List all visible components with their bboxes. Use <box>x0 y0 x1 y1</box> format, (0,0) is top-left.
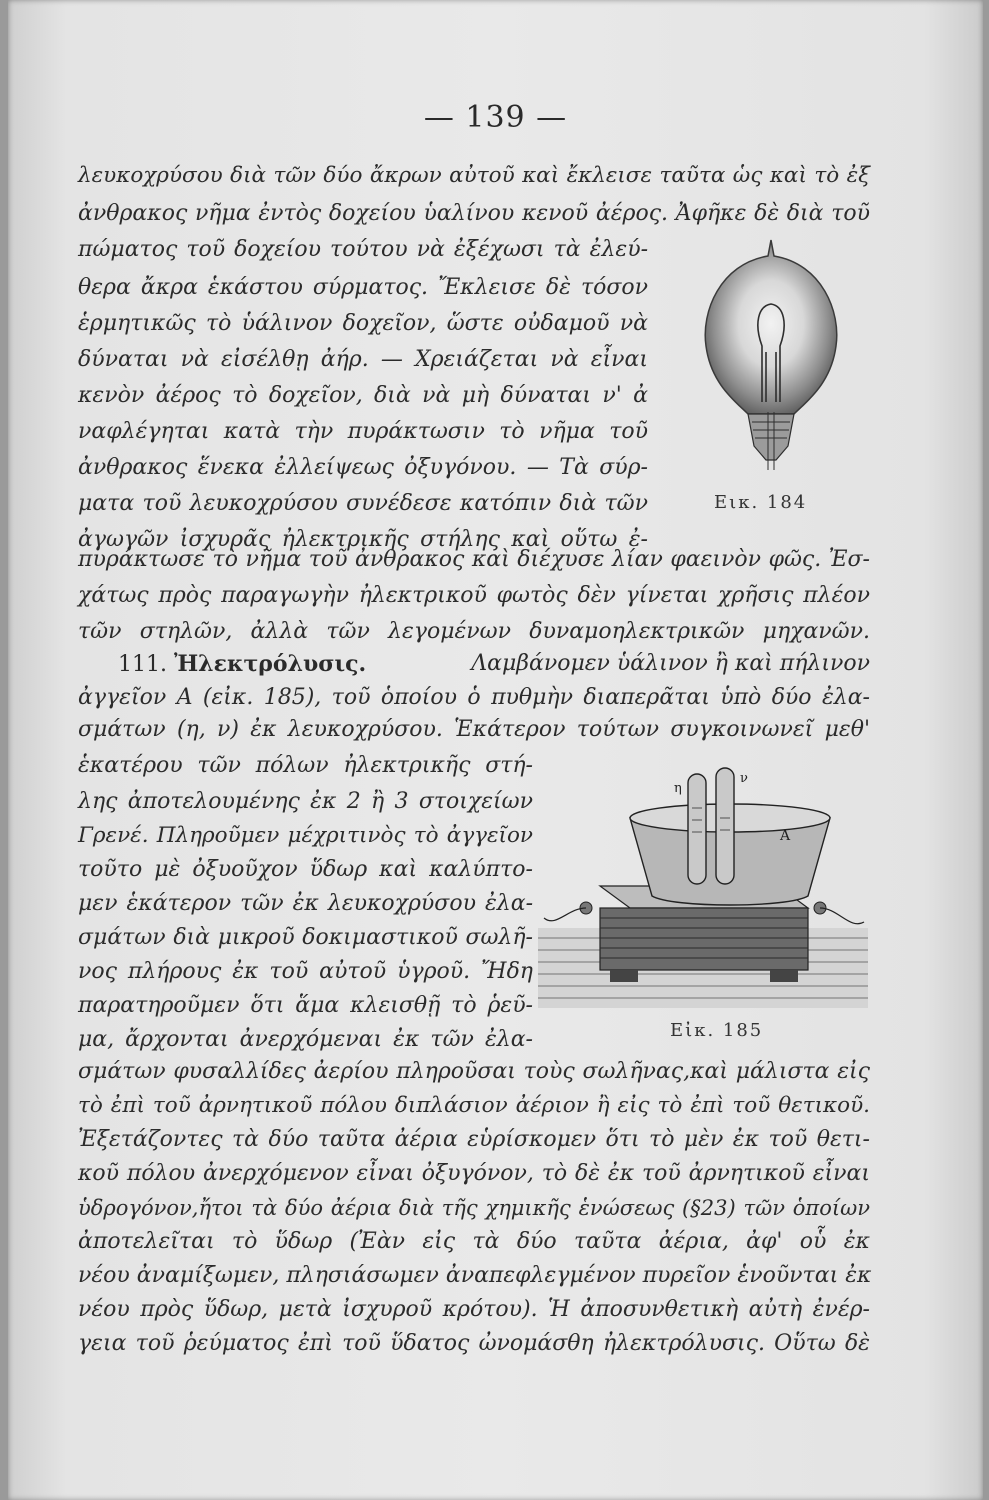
fig185-label-eta: η <box>674 781 682 796</box>
text-line: σμάτων φυσαλλίδες ἀερίου πληροῦσαι τοὺς σωλῆνας,καὶ μάλιστα εἰς <box>78 1059 870 1084</box>
fig185-label-nu: ν <box>740 771 748 786</box>
text-line: λευκοχρύσου διὰ τῶν δύο ἄκρων αὐτοῦ καὶ ἔκλεισε ταῦτα ὡς καὶ τὸ ἐξ <box>78 163 870 188</box>
text-line: ἀνθρακος ἕνεκα ἐλλείψεως ὀξυγόνου. — Τὰ σύρ- <box>78 455 648 480</box>
text-line: ἀγγεῖον Α (εἰκ. 185), τοῦ ὁποίου ὁ πυθμὴν διαπερᾶται ὑπὸ δύο ἐλα- <box>78 685 870 710</box>
text-line: ἀνθρακος νῆμα ἐντὸς δοχείου ὑαλίνου κενοῦ ἀέρος. Ἀφῆκε δὲ διὰ τοῦ <box>78 201 870 226</box>
text-line: ἑκατέρου τῶν πόλων ἠλεκτρικῆς στή- <box>78 753 533 778</box>
text-line: θερα ἄκρα ἑκάστου σύρματος. Ἔκλεισε δὲ τόσον <box>78 275 648 300</box>
section-title: Ἠλεκτρόλυσις. <box>173 651 367 677</box>
page-number: — 139 — <box>423 100 568 135</box>
text-line: πώματος τοῦ δοχείου τούτου νὰ ἐξέχωσι τὰ ἐλεύ- <box>78 237 648 262</box>
text-line: ὑδρογόνον,ἤτοι τὰ δύο ἀέρια διὰ τῆς χημικῆς ἑνώσεως (§23) τῶν ὁποίων <box>78 1196 870 1220</box>
text-line: δύναται νὰ εἰσέλθῃ ἀήρ. — Χρειάζεται νὰ εἶναι <box>78 347 648 372</box>
text-line: ἀποτελεῖται τὸ ὕδωρ (Ἐὰν εἰς τὰ δύο ταῦτα ἀέρια, ἀφ' οὗ ἐκ <box>78 1229 870 1254</box>
text-line: Γρενέ. Πληροῦμεν μέχριτινὸς τὸ ἀγγεῖον <box>78 823 533 848</box>
text-line: τῶν στηλῶν, ἀλλὰ τῶν λεγομένων δυναμοηλεκτρικῶν μηχανῶν. <box>78 619 870 644</box>
text-line: σμάτων διὰ μικροῦ δοκιμαστικοῦ σωλῆ- <box>78 925 533 950</box>
text-line: μεν ἑκάτερον τῶν ἐκ λευκοχρύσου ἐλα- <box>78 891 533 916</box>
text-line: Λαμβάνομεν ὑάλινον ἢ καὶ πήλινον <box>471 651 870 676</box>
text-line: Ἐξετάζοντες τὰ δύο ταῦτα ἀέρια εὑρίσκομεν ὅτι τὸ μὲν ἐκ τοῦ θετι- <box>78 1127 870 1152</box>
section-heading <box>118 650 366 679</box>
text-line: ἑρμητικῶς τὸ ὑάλινον δοχεῖον, ὥστε οὐδαμοῦ νὰ <box>78 311 648 336</box>
text-line: ναφλέγηται κατὰ τὴν πυράκτωσιν τὸ νῆμα τοῦ <box>78 419 648 444</box>
text-line: λης ἀποτελουμένης ἐκ 2 ἢ 3 στοιχείων <box>78 789 533 814</box>
text-line: νος πλήρους ἐκ τοῦ αὐτοῦ ὑγροῦ. Ἤδη <box>78 959 533 984</box>
text-line: τὸ ἐπὶ τοῦ ἀρνητικοῦ πόλου διπλάσιον ἀέριον ἢ εἰς τὸ ἐπὶ τοῦ θετικοῦ. <box>78 1093 870 1118</box>
fig185-label-alpha: Α <box>780 828 791 844</box>
book-page <box>8 0 983 1500</box>
text-line: παρατηροῦμεν ὅτι ἅμα κλεισθῇ τὸ ῥεῦ- <box>78 993 533 1018</box>
text-line: κοῦ πόλου ἀνερχόμενον εἶναι ὀξυγόνον, τὸ δὲ ἐκ τοῦ ἀρνητικοῦ εἶναι <box>78 1161 870 1186</box>
text-line: νέου πρὸς ὕδωρ, μετὰ ἰσχυροῦ κρότου). Ἡ ἀποσυνθετικὴ αὐτὴ ἐνέρ- <box>78 1297 870 1322</box>
text-line: νέου ἀναμίξωμεν, πλησιάσωμεν ἀναπεφλεγμένον πυρεῖον ἑνοῦνται ἐκ <box>78 1263 872 1288</box>
text-line: τοῦτο μὲ ὀξυοῦχον ὕδωρ καὶ καλύπτο- <box>78 857 533 882</box>
section-number: 111. <box>118 652 167 677</box>
figure-185-electrolysis-illustration <box>538 758 868 1018</box>
figure-184-lamp-illustration <box>696 234 846 474</box>
text-line: πυράκτωσε τὸ νῆμα τοῦ ἀνθρακος καὶ διέχυσε λίαν φαεινὸν φῶς. Ἐσ- <box>78 547 870 572</box>
section-heading-line <box>118 650 870 679</box>
text-line: μα, ἄρχονται ἀνερχόμεναι ἐκ τῶν ἐλα- <box>78 1027 533 1052</box>
text-line: κενὸν ἀέρος τὸ δοχεῖον, διὰ νὰ μὴ δύναται ν' ἀ <box>78 383 648 408</box>
text-line: ματα τοῦ λευκοχρύσου συνέδεσε κατόπιν διὰ τῶν <box>78 491 648 516</box>
text-line: σμάτων (η, ν) ἐκ λευκοχρύσου. Ἑκάτερον τούτων συγκοινωνεῖ μεθ' <box>78 717 870 742</box>
figure-185-caption: Εἰκ. 185 <box>670 1020 764 1041</box>
figure-184-caption: Εικ. 184 <box>714 492 808 513</box>
text-line: ἀγωγῶν ἰσχυρᾶς ἠλεκτρικῆς στήλης καὶ οὕτω ἐ- <box>78 527 648 552</box>
text-line: χάτως πρὸς παραγωγὴν ἠλεκτρικοῦ φωτὸς δὲν γίνεται χρῆσις πλέον <box>78 583 870 608</box>
text-line: γεια τοῦ ῥεύματος ἐπὶ τοῦ ὕδατος ὠνομάσθη ἠλεκτρόλυσις. Οὕτω δὲ <box>78 1331 870 1356</box>
